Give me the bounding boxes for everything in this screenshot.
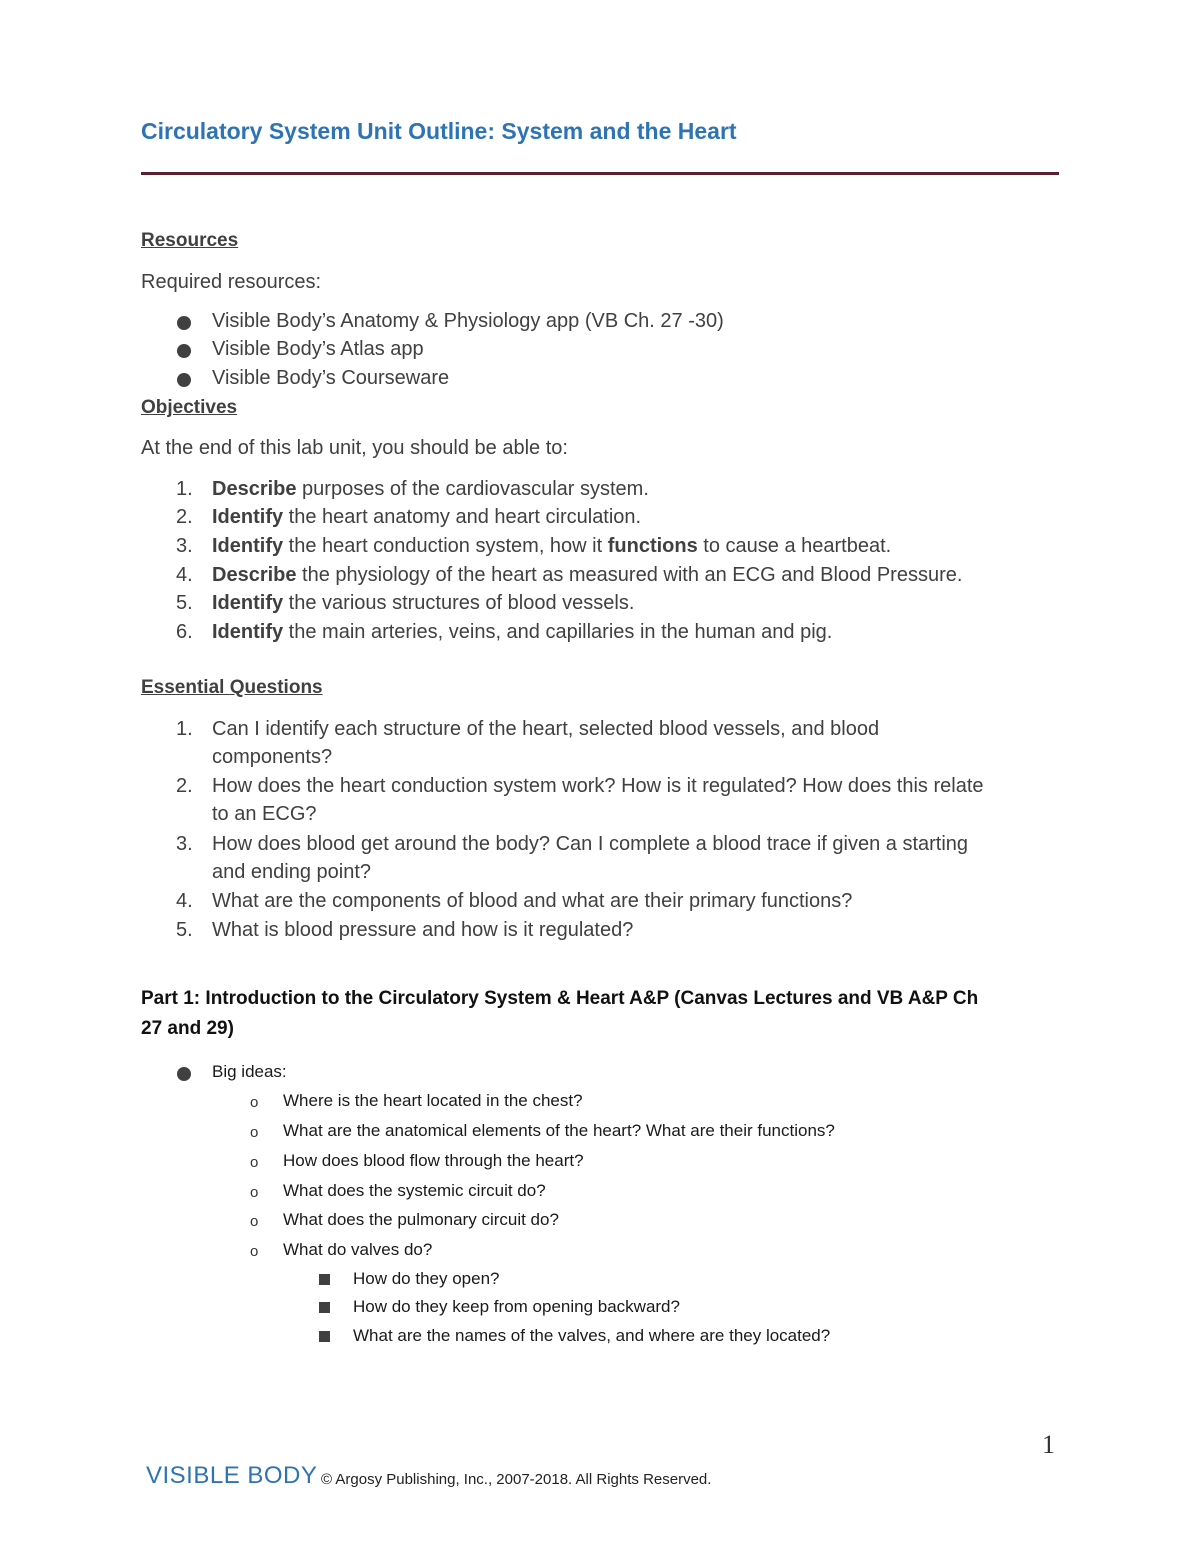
objective-number: 1. <box>176 478 193 500</box>
question-line: components? <box>212 746 333 768</box>
page-title: Circulatory System Unit Outline: System and the Heart <box>141 118 737 144</box>
resource-item: Visible Body’s Courseware <box>212 367 450 389</box>
resource-item: Visible Body’s Anatomy & Physiology app (VB Ch. 27 -30) <box>212 310 724 332</box>
bullet-icon <box>177 344 191 358</box>
page-number: 1 <box>1042 1430 1055 1459</box>
square-bullet-icon <box>319 1331 330 1342</box>
objective-item: Identify the heart conduction system, how it functions to cause a heartbeat. <box>212 535 892 557</box>
question-number: 5. <box>176 919 193 941</box>
question-line: What is blood pressure and how is it regulated? <box>212 919 634 941</box>
question-line: and ending point? <box>212 861 372 883</box>
big-idea-question: What does the pulmonary circuit do? <box>283 1210 559 1229</box>
objective-item: Describe purposes of the cardiovascular system. <box>212 478 649 500</box>
circle-bullet-icon: o <box>250 1243 259 1260</box>
circle-bullet-icon: o <box>250 1154 259 1171</box>
big-idea-question: What are the anatomical elements of the heart? What are their functions? <box>283 1121 835 1140</box>
objective-item: Identify the heart anatomy and heart circulation. <box>212 506 642 528</box>
circle-bullet-icon: o <box>250 1184 259 1201</box>
question-line: How does blood get around the body? Can I complete a blood trace if given a starting <box>212 833 969 855</box>
question-number: 3. <box>176 833 193 855</box>
objective-number: 3. <box>176 535 193 557</box>
objective-item: Describe the physiology of the heart as measured with an ECG and Blood Pressure. <box>212 564 963 586</box>
big-idea-question: Where is the heart located in the chest? <box>283 1091 583 1110</box>
objectives-intro: At the end of this lab unit, you should be able to: <box>141 437 568 459</box>
circle-bullet-icon: o <box>250 1213 259 1230</box>
question-line: What are the components of blood and what are their primary functions? <box>212 890 853 912</box>
objective-item: Identify the main arteries, veins, and capillaries in the human and pig. <box>212 621 833 643</box>
question-number: 1. <box>176 718 193 740</box>
question-number: 2. <box>176 775 193 797</box>
part1-heading: Part 1: Introduction to the Circulatory System & Heart A&P (Canvas Lectures and VB A&P Ch <box>141 988 979 1009</box>
question-number: 4. <box>176 890 193 912</box>
bullet-icon <box>177 316 191 330</box>
copyright-notice: © Argosy Publishing, Inc., 2007-2018. All Rights Reserved. <box>321 1471 712 1488</box>
visible-body-logo: VISIBLE BODY <box>146 1462 318 1489</box>
objective-number: 2. <box>176 506 193 528</box>
objective-item: Identify the various structures of blood vessels. <box>212 592 635 614</box>
title-divider <box>141 172 1059 175</box>
question-line: to an ECG? <box>212 803 317 825</box>
circle-bullet-icon: o <box>250 1124 259 1141</box>
essential-questions-heading: Essential Questions <box>141 677 323 698</box>
valve-question: What are the names of the valves, and where are they located? <box>353 1326 831 1345</box>
circle-bullet-icon: o <box>250 1094 259 1111</box>
bullet-icon <box>177 1067 191 1081</box>
big-idea-question: What does the systemic circuit do? <box>283 1181 546 1200</box>
objective-number: 5. <box>176 592 193 614</box>
big-ideas-label: Big ideas: <box>212 1062 287 1081</box>
valve-question: How do they keep from opening backward? <box>353 1297 680 1316</box>
square-bullet-icon <box>319 1302 330 1313</box>
question-line: Can I identify each structure of the heart, selected blood vessels, and blood <box>212 718 880 740</box>
big-idea-question: What do valves do? <box>283 1240 433 1259</box>
square-bullet-icon <box>319 1274 330 1285</box>
resources-heading: Resources <box>141 230 239 251</box>
bullet-icon <box>177 373 191 387</box>
resource-item: Visible Body’s Atlas app <box>212 338 424 360</box>
objective-number: 4. <box>176 564 193 586</box>
valve-question: How do they open? <box>353 1269 500 1288</box>
objective-number: 6. <box>176 621 193 643</box>
big-idea-question: How does blood flow through the heart? <box>283 1151 584 1170</box>
resources-intro: Required resources: <box>141 271 322 293</box>
question-line: How does the heart conduction system work? How is it regulated? How does this relate <box>212 775 984 797</box>
objectives-heading: Objectives <box>141 397 238 418</box>
part1-heading-cont: 27 and 29) <box>141 1018 234 1039</box>
